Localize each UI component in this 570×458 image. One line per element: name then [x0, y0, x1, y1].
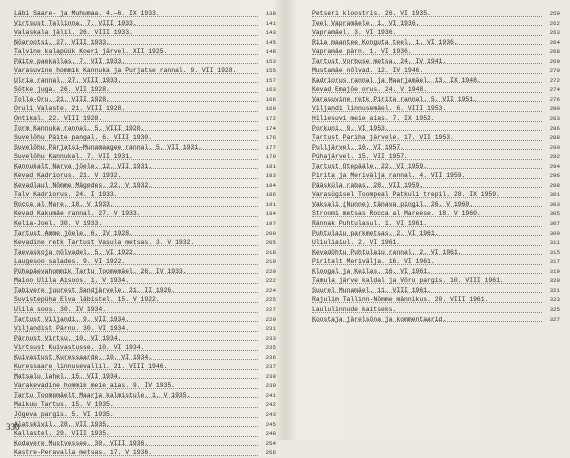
toc-entry — [312, 219, 560, 229]
toc-entry-page: 270 — [549, 67, 560, 75]
toc-entry-page: 307 — [549, 220, 560, 228]
toc-entry-title: Tartust Amme jõele. 6. IV 1928. — [14, 229, 133, 237]
toc-entry-title: Stroomi metsas Rocca al Mareese. 18. V 1960. — [312, 210, 481, 218]
toc-entry-title: Suvistepüha Elva läbistel. 15. V 1922. — [14, 296, 160, 304]
toc-entry-title: Laululinnude kaitseks. — [312, 305, 397, 313]
toc-entry-page: 231 — [265, 325, 276, 333]
toc-entry-title: Kevad Kakumäe rannal. 27. V 1933. — [14, 210, 141, 218]
toc-entry-title: Mustamäe nõlvad. 12. IV 1946. — [312, 67, 424, 75]
toc-entry — [14, 324, 276, 334]
toc-entry-page: 186 — [265, 191, 276, 199]
toc-entry-title: Kloogal ja Keilas. 16. VI 1961. — [312, 267, 431, 275]
toc-entry-page: 155 — [265, 67, 276, 75]
toc-entry — [14, 152, 276, 162]
toc-entry-title: Viljandist Pärnu. 30. VI 1934. — [14, 325, 130, 333]
toc-entry-page: 222 — [265, 277, 276, 285]
toc-entry-page: 321 — [549, 286, 560, 294]
toc-entry — [14, 372, 276, 382]
toc-entry — [14, 276, 276, 286]
toc-entry — [312, 66, 560, 76]
toc-entry — [312, 9, 560, 19]
toc-entry — [312, 28, 560, 38]
toc-entry-page: 294 — [549, 162, 560, 170]
toc-entry-page: 309 — [549, 229, 560, 237]
toc-entry-page: 227 — [265, 305, 276, 313]
toc-entry — [312, 181, 560, 191]
toc-entry-page: 263 — [549, 29, 560, 37]
toc-entry-page: 224 — [265, 286, 276, 294]
toc-entry-title: Vapramäe pärn. 1. VI 1936. — [312, 48, 412, 56]
toc-entry — [312, 229, 560, 239]
toc-entry-page: 319 — [549, 267, 560, 275]
toc-entry-title: Matsalu lahel. 15. VII 1934. — [14, 372, 122, 380]
toc-entry-page: 141 — [265, 19, 276, 27]
toc-entry — [312, 257, 560, 267]
toc-entry-page: 245 — [265, 420, 276, 428]
toc-entry — [14, 267, 276, 277]
toc-entry-page: 229 — [265, 315, 276, 323]
toc-entry-title: Talvine kalapüük Koeri järvel. XII 1925. — [14, 48, 168, 56]
toc-entry — [312, 238, 560, 248]
toc-entry-title: Kevad Emajõe orus. 24. V 1948. — [312, 86, 428, 94]
toc-entry-title: Virtsust Tallinna. 7. VIII 1933. — [14, 19, 137, 27]
toc-entry — [14, 133, 276, 143]
toc-entry-page: 172 — [265, 115, 276, 123]
toc-entry — [312, 209, 560, 219]
toc-entry-page: 288 — [549, 134, 560, 142]
toc-entry — [14, 238, 276, 248]
toc-entry-title: Kevad Kadriorus. 21. V 1932. — [14, 172, 122, 180]
toc-entry — [14, 114, 276, 124]
toc-entry-page: 174 — [265, 124, 276, 132]
toc-entry-title: Pirita ja Meriväljа rannal. 4. VII 1959. — [312, 172, 466, 180]
toc-entry — [14, 143, 276, 153]
toc-entry-title: Varasuvine hommik Kannuka ja Purjatse rannal. 9. VII 1928. — [14, 67, 237, 75]
toc-entry-page: 138 — [265, 10, 276, 17]
toc-entry — [312, 104, 560, 114]
toc-entry-title: Valaskala jälil. 26. VIII 1933. — [14, 29, 133, 37]
toc-entry — [312, 295, 560, 305]
toc-entry-page: 298 — [549, 181, 560, 189]
toc-entry-title: Kadriorus rannal ja Maarjamäel. 13. IX 1948. — [312, 76, 481, 84]
toc-entry — [312, 267, 560, 277]
toc-entry — [312, 57, 560, 67]
toc-entry — [14, 381, 276, 391]
toc-entry — [14, 305, 276, 315]
toc-entry-page: 237 — [265, 363, 276, 371]
toc-entry-page: 256 — [265, 449, 276, 457]
toc-entry — [14, 124, 276, 134]
toc-entry — [312, 305, 560, 315]
toc-entry-page: 317 — [549, 258, 560, 266]
toc-entry-title: Ulria rannal. 27. VIII 1933. — [14, 76, 122, 84]
toc-entry-title: Pääsküla rabas. 28. VII 1959. — [312, 181, 424, 189]
toc-entry-page: 241 — [265, 391, 276, 399]
toc-entry-page: 290 — [549, 143, 560, 151]
toc-entry-title: Suurel Munamäel. 11. VIII 1961. — [312, 286, 431, 294]
toc-entry-page: 176 — [265, 134, 276, 142]
toc-entry-title: Petseri kloostris. 26. VI 1935. — [312, 10, 431, 17]
toc-entry-page: 220 — [265, 267, 276, 275]
toc-entry-title: Koostaja järelsõna ja kommentaarid. — [312, 315, 447, 323]
toc-entry-page: 191 — [265, 200, 276, 208]
toc-entry-title: Varasuvine retk Pirita rannal. 5. VII 1951. — [312, 95, 477, 103]
toc-entry-page: 311 — [549, 239, 560, 247]
toc-entry-page: 183 — [265, 172, 276, 180]
toc-entry-page: 157 — [265, 76, 276, 84]
toc-entry-title: Vaksali (Nunne) tänava pingil. 26. V 1960. — [312, 200, 474, 208]
toc-entry-page: 194 — [265, 210, 276, 218]
toc-entry-page: 259 — [549, 10, 560, 17]
toc-entry-title: Piritalt Merivälja. 16. VI 1961. — [312, 258, 435, 266]
toc-entry-title: Varakevadine hommik meie aias. 9. IV 1935. — [14, 382, 176, 390]
toc-entry-page: 205 — [265, 239, 276, 247]
toc-entry-page: 148 — [265, 48, 276, 56]
toc-entry-page: 242 — [265, 401, 276, 409]
toc-entry-title: Päite paekallas. 7. VII 1933. — [14, 57, 126, 65]
toc-entry-page: 292 — [549, 153, 560, 161]
toc-entry-title: Suvelõhu Kannukal. 7. VII 1931. — [14, 153, 133, 161]
toc-entry-title: Kelia-Joel. 30. V 1933. — [14, 220, 103, 228]
toc-entry-page: 272 — [549, 76, 560, 84]
toc-entry — [312, 85, 560, 95]
toc-entry-title: Kodavere Mustvessee. 30. VIII 1936. — [14, 439, 149, 447]
toc-entry — [312, 276, 560, 286]
toc-entry-page: 239 — [265, 382, 276, 390]
toc-entry-title: Tolla-Oru. 21. VIII 1928. — [14, 95, 110, 103]
toc-entry-title: Virtsust Kuivastusse. 10. VI 1934. — [14, 344, 145, 352]
toc-entry-title: Maikuu Tartus. 15. V 1935. — [14, 401, 114, 409]
toc-entry-title: Tartust Vorbuse metsa. 24. IV 1941. — [312, 57, 447, 65]
toc-entry-title: Varasügisel Toompeal Patkuli trepil. 28. IX 1959. — [312, 191, 500, 199]
toc-entry-page: 305 — [549, 210, 560, 218]
toc-entry-title: Oruli Valaste. 21. VIII 1928. — [14, 105, 126, 113]
toc-list-left — [14, 9, 276, 458]
toc-entry — [312, 286, 560, 296]
toc-entry — [312, 95, 560, 105]
toc-entry-page: 280 — [549, 105, 560, 113]
toc-entry-page: 286 — [549, 124, 560, 132]
toc-entry-page: 166 — [265, 95, 276, 103]
toc-entry — [14, 85, 276, 95]
toc-entry-page: 200 — [265, 229, 276, 237]
toc-entry-page: 143 — [265, 29, 276, 37]
toc-entry — [14, 257, 276, 267]
toc-entry-title: Tartust Pariha järvele. 17. VII 1953. — [312, 134, 454, 142]
toc-entry — [14, 420, 276, 430]
toc-entry — [14, 38, 276, 48]
toc-entry — [14, 171, 276, 181]
toc-entry-title: Pulljärvel. 16. VI 1957. — [312, 143, 405, 151]
toc-entry — [14, 19, 276, 29]
toc-entry-title: Pühapäevahommik Tartu Toomemäel. 26. IV 1933. — [14, 267, 187, 275]
toc-entry — [14, 448, 276, 458]
toc-entry-page: 163 — [265, 86, 276, 94]
toc-entry-page: 254 — [265, 439, 276, 447]
toc-entry-title: Kastre-Peravalla metsas. 17. V 1936. — [14, 449, 153, 457]
toc-entry-title: Uliuliaiul. 2. VI 1961. — [312, 239, 401, 247]
toc-entry — [312, 38, 560, 48]
toc-entry — [14, 104, 276, 114]
toc-entry-page: 153 — [265, 57, 276, 65]
toc-entry — [312, 162, 560, 172]
toc-entry-page: 218 — [265, 248, 276, 256]
toc-entry — [14, 9, 276, 19]
toc-entry-page: 327 — [549, 315, 560, 323]
toc-entry-title: Tabivere juurest Sandjärvele. 21. II 1926. — [14, 286, 176, 294]
toc-entry-page: 145 — [265, 38, 276, 46]
toc-entry-title: Kevadlaul Nõmme Mägedes. 22. V 1932. — [14, 181, 153, 189]
toc-entry-title: Pühajärvel. 15. VII 1957. — [312, 153, 408, 161]
toc-entry — [14, 391, 276, 401]
toc-entry-page: 264 — [549, 38, 560, 46]
toc-entry-title: Puhtulaiu parkmetsas. 2. VI 1961. — [312, 229, 439, 237]
toc-entry-title: Kannukalt Narva jõele. 12. VII 1931. — [14, 162, 153, 170]
toc-entry — [14, 334, 276, 344]
toc-entry-page: 296 — [549, 172, 560, 180]
toc-entry — [14, 410, 276, 420]
toc-entry-title: Suvelõhu Päite pangal. 6. VIII 1930. — [14, 134, 153, 142]
toc-entry-page: 248 — [265, 430, 276, 438]
toc-entry-page: 179 — [265, 153, 276, 161]
toc-entry-title: Torm Kannuka rannal. 5. VIII 1920. — [14, 124, 145, 132]
toc-entry — [14, 315, 276, 325]
toc-entry — [312, 124, 560, 134]
toc-entry-title: Alatskivil. 28. VII 1935. — [14, 420, 110, 428]
toc-entry-title: Maioo Ulila Aisoos. 1. V 1934. — [14, 277, 130, 285]
toc-entry — [312, 190, 560, 200]
toc-entry — [14, 95, 276, 105]
toc-entry-title: Tartu Toomemäelt Maarja kalmistule. 1. V 1935. — [14, 391, 191, 399]
toc-entry — [14, 66, 276, 76]
toc-entry — [312, 114, 560, 124]
toc-entry — [14, 400, 276, 410]
toc-entry-title: Rocca al Mare. 18. V 1933. — [14, 200, 114, 208]
toc-entry — [312, 315, 560, 325]
toc-entry — [312, 47, 560, 57]
toc-entry-title: Rännak Puhtulasul. 1. VI 1961. — [312, 220, 428, 228]
toc-entry — [14, 57, 276, 67]
toc-entry-page: 236 — [265, 353, 276, 361]
toc-entry — [14, 353, 276, 363]
toc-entry-page: 269 — [549, 57, 560, 65]
toc-entry-title: Rajulim Tallinn-Nõmme männikus. 20. VIII 1961. — [312, 296, 489, 304]
toc-entry-title: Kuressaare linnusevallil. 21. VIII 1946. — [14, 363, 168, 371]
page-number: 330 — [6, 422, 20, 432]
toc-entry-page: 323 — [549, 296, 560, 304]
toc-entry-title: Tamula järve kaldal ja Võru pargis. 10. VIII 1961. — [312, 277, 504, 285]
toc-entry — [312, 133, 560, 143]
toc-entry-title: Kuivastust Kuressaarde. 10. VI 1934. — [14, 353, 153, 361]
toc-entry — [14, 209, 276, 219]
toc-entry-page: 276 — [549, 95, 560, 103]
toc-entry — [14, 219, 276, 229]
toc-entry-title: Tartust Otepääle. 22. VI 1959. — [312, 162, 428, 170]
toc-entry-title: Teel Vapramäele. 1. VI 1936. — [312, 19, 420, 27]
toc-entry — [14, 200, 276, 210]
toc-entry-title: Jõgeva pargis. 5. VI 1935. — [14, 410, 114, 418]
toc-entry-page: 325 — [549, 305, 560, 313]
toc-entry — [312, 76, 560, 86]
toc-entry-title: Sõtke juga. 26. VII 1928. — [14, 86, 110, 94]
toc-entry — [14, 47, 276, 57]
toc-entry-title: Kallastel. 29. VIII 1935. — [14, 430, 110, 438]
toc-entry-title: Talv Kadriorus. 24. I 1933. — [14, 191, 118, 199]
toc-entry — [14, 248, 276, 258]
toc-entry — [312, 200, 560, 210]
toc-entry-title: Ulila soos. 30. IV 1934. — [14, 305, 107, 313]
toc-entry-page: 169 — [265, 105, 276, 113]
toc-entry-title: Suvelõhu Pärjatsi—Munamaagee rannal. 5. VII 1931. — [14, 143, 202, 151]
toc-entry — [14, 162, 276, 172]
toc-entry — [14, 362, 276, 372]
toc-entry-title: Porkuni. 9. VI 1953. — [312, 124, 389, 132]
toc-entry — [312, 19, 560, 29]
toc-entry-page: 283 — [549, 115, 560, 123]
toc-entry-page: 235 — [265, 344, 276, 352]
toc-entry-title: Vapramäel. 3. VI 1936. — [312, 29, 397, 37]
toc-entry-page: 181 — [265, 162, 276, 170]
toc-entry — [14, 295, 276, 305]
toc-entry-title: Kevadine retk Tartust Vasula metsas. 3. V 1932. — [14, 239, 195, 247]
toc-entry — [14, 76, 276, 86]
toc-entry — [14, 190, 276, 200]
toc-entry — [312, 143, 560, 153]
toc-entry — [14, 429, 276, 439]
toc-entry — [14, 343, 276, 353]
toc-entry-title: Ontikal. 22. VIII 1928. — [14, 115, 103, 123]
toc-entry — [14, 229, 276, 239]
toc-entry-page: 274 — [549, 86, 560, 94]
toc-entry-page: 262 — [549, 19, 560, 27]
toc-entry-page: 184 — [265, 181, 276, 189]
toc-entry-title: Tartust Viljandi. 9. VII 1934. — [14, 315, 130, 323]
toc-entry — [14, 181, 276, 191]
toc-entry — [312, 152, 560, 162]
toc-entry-page: 233 — [265, 334, 276, 342]
toc-entry-title: Viljandi linnusemäel. 6. VIII 1953. — [312, 105, 447, 113]
toc-entry-title: Riia maantee Konguta teel. 1. VI 1936. — [312, 38, 458, 46]
toc-list-right — [312, 9, 560, 324]
toc-entry — [312, 248, 560, 258]
toc-entry-page: 320 — [549, 277, 560, 285]
toc-entry-title: Pärnust Virtsu. 10. VI 1934. — [14, 334, 122, 342]
toc-entry-page: 243 — [265, 410, 276, 418]
toc-entry-page: 177 — [265, 143, 276, 151]
toc-entry — [312, 171, 560, 181]
toc-entry — [14, 286, 276, 296]
toc-entry-page: 303 — [549, 200, 560, 208]
toc-entry-title: Hiliesuvi meie aias. 7. IX 1952. — [312, 115, 435, 123]
toc-entry-page: 225 — [265, 296, 276, 304]
toc-entry-title: Taevaskoja nõlvadel. 5. VI 1922. — [14, 248, 137, 256]
toc-entry-title: Läbi Saare- ja Muhumaa. 4.—6. IX 1933. — [14, 10, 160, 17]
toc-entry — [14, 28, 276, 38]
toc-entry-page: 301 — [549, 191, 560, 199]
toc-entry-title: Laugesoo salades. 9. VI 1922. — [14, 258, 126, 266]
toc-entry-page: 219 — [265, 258, 276, 266]
toc-entry-page: 239 — [265, 372, 276, 380]
toc-entry-page: 197 — [265, 220, 276, 228]
right-page — [292, 0, 570, 440]
toc-entry-page: 315 — [549, 248, 560, 256]
toc-entry-title: Nõarootsi. 27. VIII 1933. — [14, 38, 110, 46]
toc-entry-page: 268 — [549, 48, 560, 56]
toc-entry-title: Kevadõhtu Puhtulaiu rannal. 2. VI 1961. — [312, 248, 462, 256]
toc-entry — [14, 439, 276, 449]
